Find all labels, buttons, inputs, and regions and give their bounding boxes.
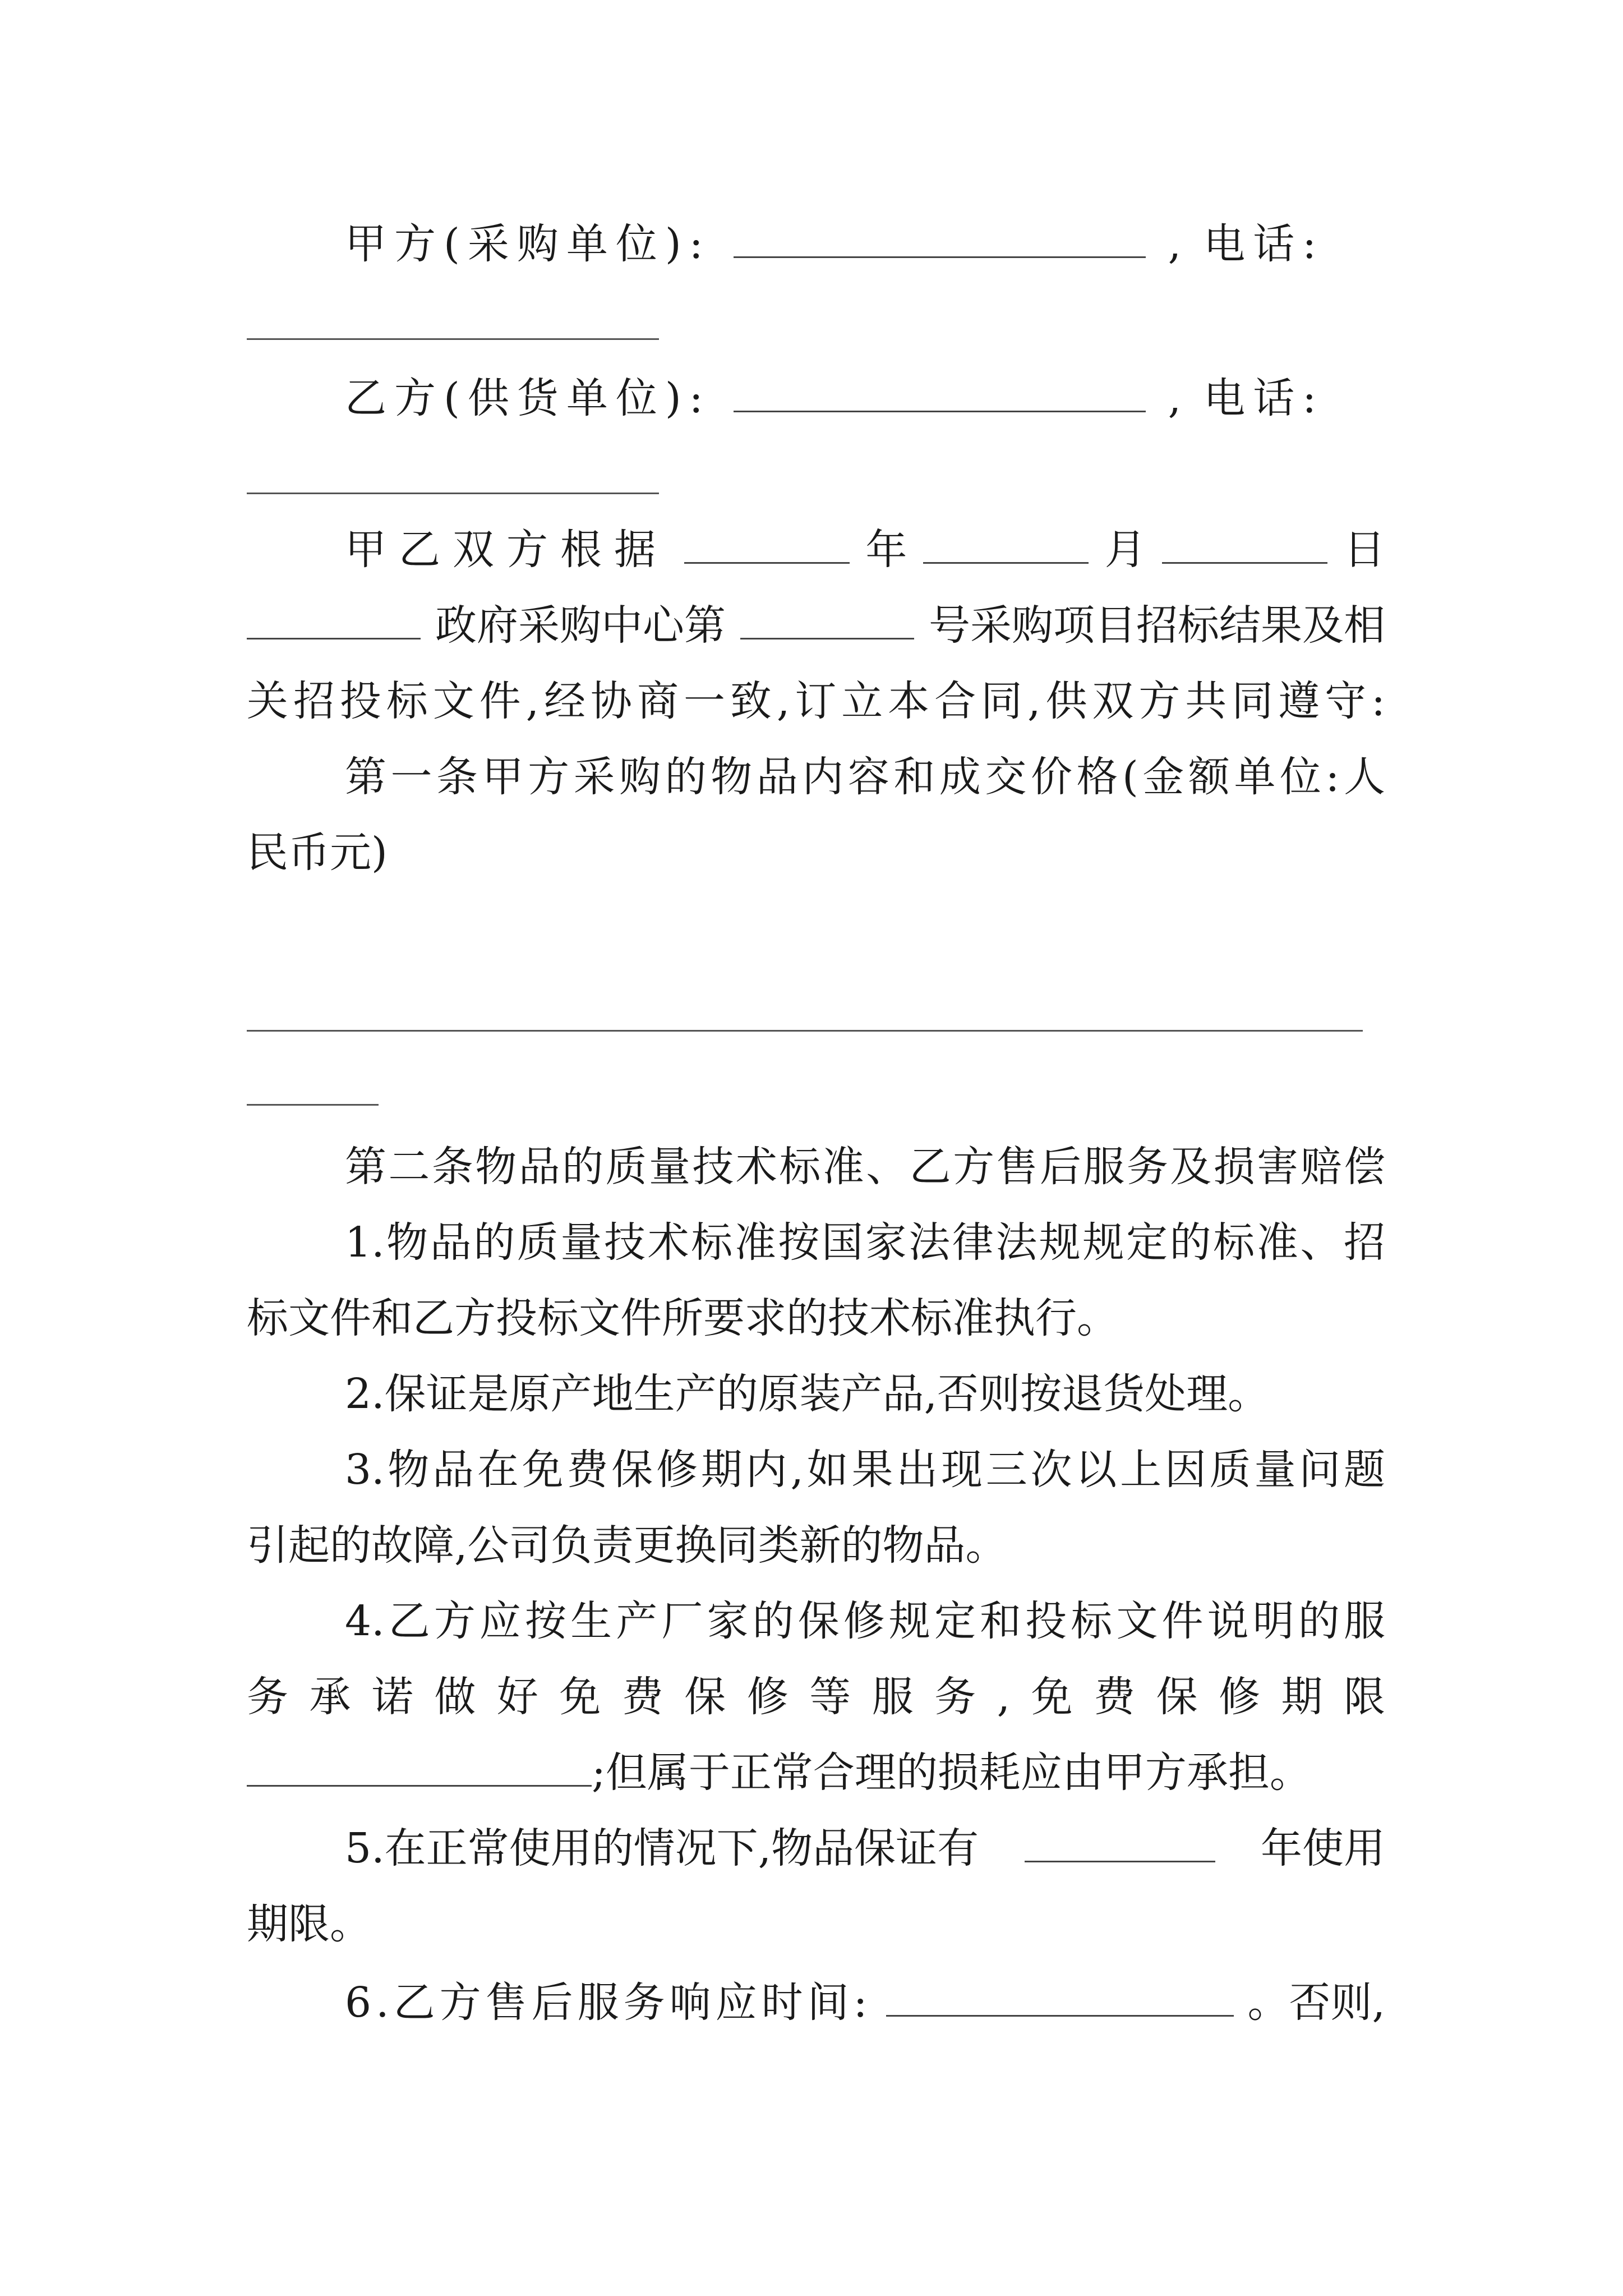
party-b-phone-label: 电话: (1204, 374, 1325, 422)
article2-item6-text-b: 。否则, (1247, 1978, 1385, 2027)
article2-item1-line1: 1.物品的质量技术标准按国家法律法规规定的标准、招 (345, 1218, 1385, 1267)
basis-day-blank[interactable] (1162, 528, 1327, 564)
article2-item5-line1 (247, 1806, 1385, 1890)
article2-item6-line (247, 1961, 1385, 2045)
basis-line2-end: 号采购项目招标结果及相 (929, 601, 1385, 650)
basis-month: 月 (1104, 526, 1146, 574)
article2-title: 第二条物品的质量技术标准、乙方售后服务及损害赔偿 (345, 1143, 1385, 1191)
article1-short-blank[interactable] (247, 1104, 379, 1106)
basis-project-no-blank[interactable] (740, 604, 914, 639)
party-b-label: 乙方(供货单位): (345, 374, 711, 422)
article2-item5-text-b: 年使用 (1261, 1824, 1385, 1872)
article2-item2: 2.保证是原产地生产的原装产品,否则按退货处理。 (345, 1370, 1270, 1418)
party-a-phone-blank[interactable] (247, 338, 659, 340)
party-a-name-blank[interactable] (734, 223, 1146, 258)
basis-line-3: 关招投标文件,经协商一致,订立本合同,供双方共同遵守: (247, 677, 1385, 725)
party-a-label: 甲方(采购单位): (345, 220, 711, 268)
basis-line2-mid: 政府采购中心第 (435, 601, 726, 650)
basis-center-blank[interactable] (247, 604, 421, 639)
article2-item3-line2: 引起的故障,公司负责更换同类新的物品。 (247, 1521, 1007, 1570)
article2-item4-line3 (247, 1731, 1385, 1815)
article1-long-blank[interactable] (247, 1030, 1363, 1032)
service-life-blank[interactable] (1025, 1827, 1215, 1862)
article2-item4-line1: 4.乙方应按生产厂家的保修规定和投标文件说明的服 (345, 1597, 1385, 1645)
article2-item4-line2: 务承诺做好免费保修等服务,免费保修期限 (247, 1673, 1385, 1721)
article2-item1-line2: 标文件和乙方投标文件所要求的技术标准执行。 (247, 1294, 1118, 1342)
basis-lead: 甲乙双方根据 (345, 526, 668, 574)
party-b-comma: , (1168, 374, 1182, 422)
article2-item5-text-a: 5.在正常使用的情况下,物品保证有 (345, 1824, 979, 1872)
basis-day: 日 (1343, 526, 1385, 574)
party-b-phone-blank[interactable] (247, 493, 659, 494)
basis-line-1 (247, 508, 1385, 592)
article2-item3-line1: 3.物品在免费保修期内,如果出现三次以上因质量问题 (345, 1446, 1385, 1494)
response-time-blank[interactable] (886, 1981, 1234, 2017)
party-a-phone-label: 电话: (1204, 220, 1325, 268)
party-a-comma: , (1168, 220, 1182, 268)
basis-year-blank[interactable] (684, 528, 850, 564)
party-b-line (247, 356, 1385, 440)
article2-item4-line3-text: ;但属于正常合理的损耗应由甲方承担。 (592, 1749, 1311, 1797)
party-b-name-blank[interactable] (734, 377, 1146, 412)
article2-item6-text-a: 6.乙方售后服务响应时间: (345, 1978, 872, 2027)
party-a-line (247, 202, 1385, 286)
article2-item5-line2: 期限。 (247, 1900, 371, 1948)
basis-line-2 (247, 583, 1385, 668)
warranty-period-blank[interactable] (247, 1751, 592, 1787)
article1-line-2: 民币元) (247, 829, 388, 877)
basis-month-blank[interactable] (923, 528, 1089, 564)
article1-line-1: 第一条甲方采购的物品内容和成交价格(金额单位:人 (345, 753, 1385, 801)
basis-year: 年 (865, 526, 907, 574)
